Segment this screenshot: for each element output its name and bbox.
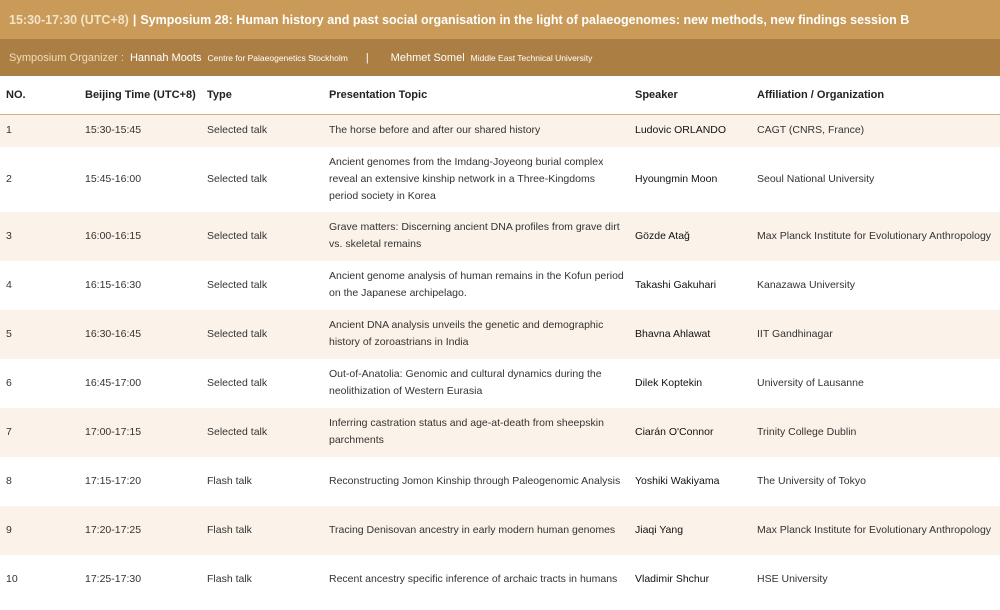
row-affiliation: The University of Tokyo [757,457,1000,506]
row-affiliation: IIT Gandhinagar [757,310,1000,359]
row-affiliation: HSE University [757,555,1000,604]
table-row [0,506,1000,555]
row-type: Selected talk [207,261,329,310]
organizer-label: Symposium Organizer : [9,51,124,64]
row-type: Selected talk [207,147,329,212]
column-header-type: Type [207,76,329,115]
row-speaker: Vladimir Shchur [635,555,757,604]
row-affiliation: Trinity College Dublin [757,408,1000,457]
row-type: Flash talk [207,555,329,604]
row-topic: Ancient genomes from the Imdang-Joyeong burial complex reveal an extensive kinship network in a Three-Kingdoms period society in Korea [329,147,635,212]
row-topic: Grave matters: Discerning ancient DNA profiles from grave dirt vs. skeletal remains [329,212,635,261]
organizer-affiliation: Middle East Technical University [470,52,593,63]
row-topic: Inferring castration status and age-at-death from sheepskin parchments [329,408,635,457]
row-time: 17:15-17:20 [85,457,207,506]
row-affiliation: Max Planck Institute for Evolutionary Anthropology [757,506,1000,555]
row-type: Selected talk [207,408,329,457]
row-topic: Ancient DNA analysis unveils the genetic and demographic history of zoroastrians in India [329,310,635,359]
row-number: 10 [0,555,85,604]
row-topic: Recent ancestry specific inference of archaic tracts in humans [329,555,635,604]
row-time: 17:25-17:30 [85,555,207,604]
row-topic: Ancient genome analysis of human remains in the Kofun period on the Japanese archipelago. [329,261,635,310]
row-number: 9 [0,506,85,555]
row-type: Flash talk [207,506,329,555]
organizer-affiliation: Centre for Palaeogenetics Stockholm [207,52,348,63]
table-row [0,359,1000,408]
row-number: 3 [0,212,85,261]
organizer-bar [0,39,1000,76]
table-row [0,212,1000,261]
organizer-divider: | [365,51,369,64]
session-title: Symposium 28: Human history and past social organisation in the light of palaeogenomes: new methods, new findings session B [140,12,910,27]
column-header-topic: Presentation Topic [329,76,635,115]
row-number: 4 [0,261,85,310]
table-header-row [0,76,1000,115]
schedule-body [0,115,1000,604]
row-affiliation: CAGT (CNRS, France) [757,115,1000,147]
row-type: Selected talk [207,115,329,147]
row-type: Selected talk [207,359,329,408]
table-row [0,147,1000,212]
row-time: 15:45-16:00 [85,147,207,212]
column-header-time: Beijing Time (UTC+8) [85,76,207,115]
row-speaker: Bhavna Ahlawat [635,310,757,359]
row-speaker: Ciarán O'Connor [635,408,757,457]
row-speaker: Hyoungmin Moon [635,147,757,212]
row-number: 7 [0,408,85,457]
column-header-no: NO. [0,76,85,115]
row-time: 16:15-16:30 [85,261,207,310]
session-header [0,0,1000,39]
row-time: 16:30-16:45 [85,310,207,359]
row-number: 1 [0,115,85,147]
row-speaker: Ludovic ORLANDO [635,115,757,147]
table-row [0,115,1000,147]
row-speaker: Dilek Koptekin [635,359,757,408]
header-separator: | [132,12,137,27]
row-speaker: Jiaqi Yang [635,506,757,555]
row-topic: The horse before and after our shared history [329,115,635,147]
row-affiliation: Kanazawa University [757,261,1000,310]
row-speaker: Gözde Atağ [635,212,757,261]
row-type: Flash talk [207,457,329,506]
table-row [0,261,1000,310]
table-row [0,310,1000,359]
row-affiliation: Max Planck Institute for Evolutionary Anthropology [757,212,1000,261]
row-affiliation: University of Lausanne [757,359,1000,408]
row-time: 16:00-16:15 [85,212,207,261]
row-number: 2 [0,147,85,212]
row-topic: Out-of-Anatolia: Genomic and cultural dynamics during the neolithization of Western Eurasia [329,359,635,408]
row-time: 15:30-15:45 [85,115,207,147]
organizer-name: Hannah Moots [129,51,202,64]
row-topic: Tracing Denisovan ancestry in early modern human genomes [329,506,635,555]
table-row [0,555,1000,604]
column-header-speaker: Speaker [635,76,757,115]
row-time: 17:00-17:15 [85,408,207,457]
row-speaker: Yoshiki Wakiyama [635,457,757,506]
row-topic: Reconstructing Jomon Kinship through Paleogenomic Analysis [329,457,635,506]
session-time: 15:30-17:30 (UTC+8) [9,12,129,27]
row-type: Selected talk [207,310,329,359]
organizer-name: Mehmet Somel [390,51,465,64]
row-number: 5 [0,310,85,359]
row-time: 16:45-17:00 [85,359,207,408]
row-affiliation: Seoul National University [757,147,1000,212]
table-row [0,457,1000,506]
schedule-table [0,76,1000,604]
column-header-affiliation: Affiliation / Organization [757,76,1000,115]
row-speaker: Takashi Gakuhari [635,261,757,310]
table-row [0,408,1000,457]
row-number: 8 [0,457,85,506]
row-type: Selected talk [207,212,329,261]
row-number: 6 [0,359,85,408]
row-time: 17:20-17:25 [85,506,207,555]
